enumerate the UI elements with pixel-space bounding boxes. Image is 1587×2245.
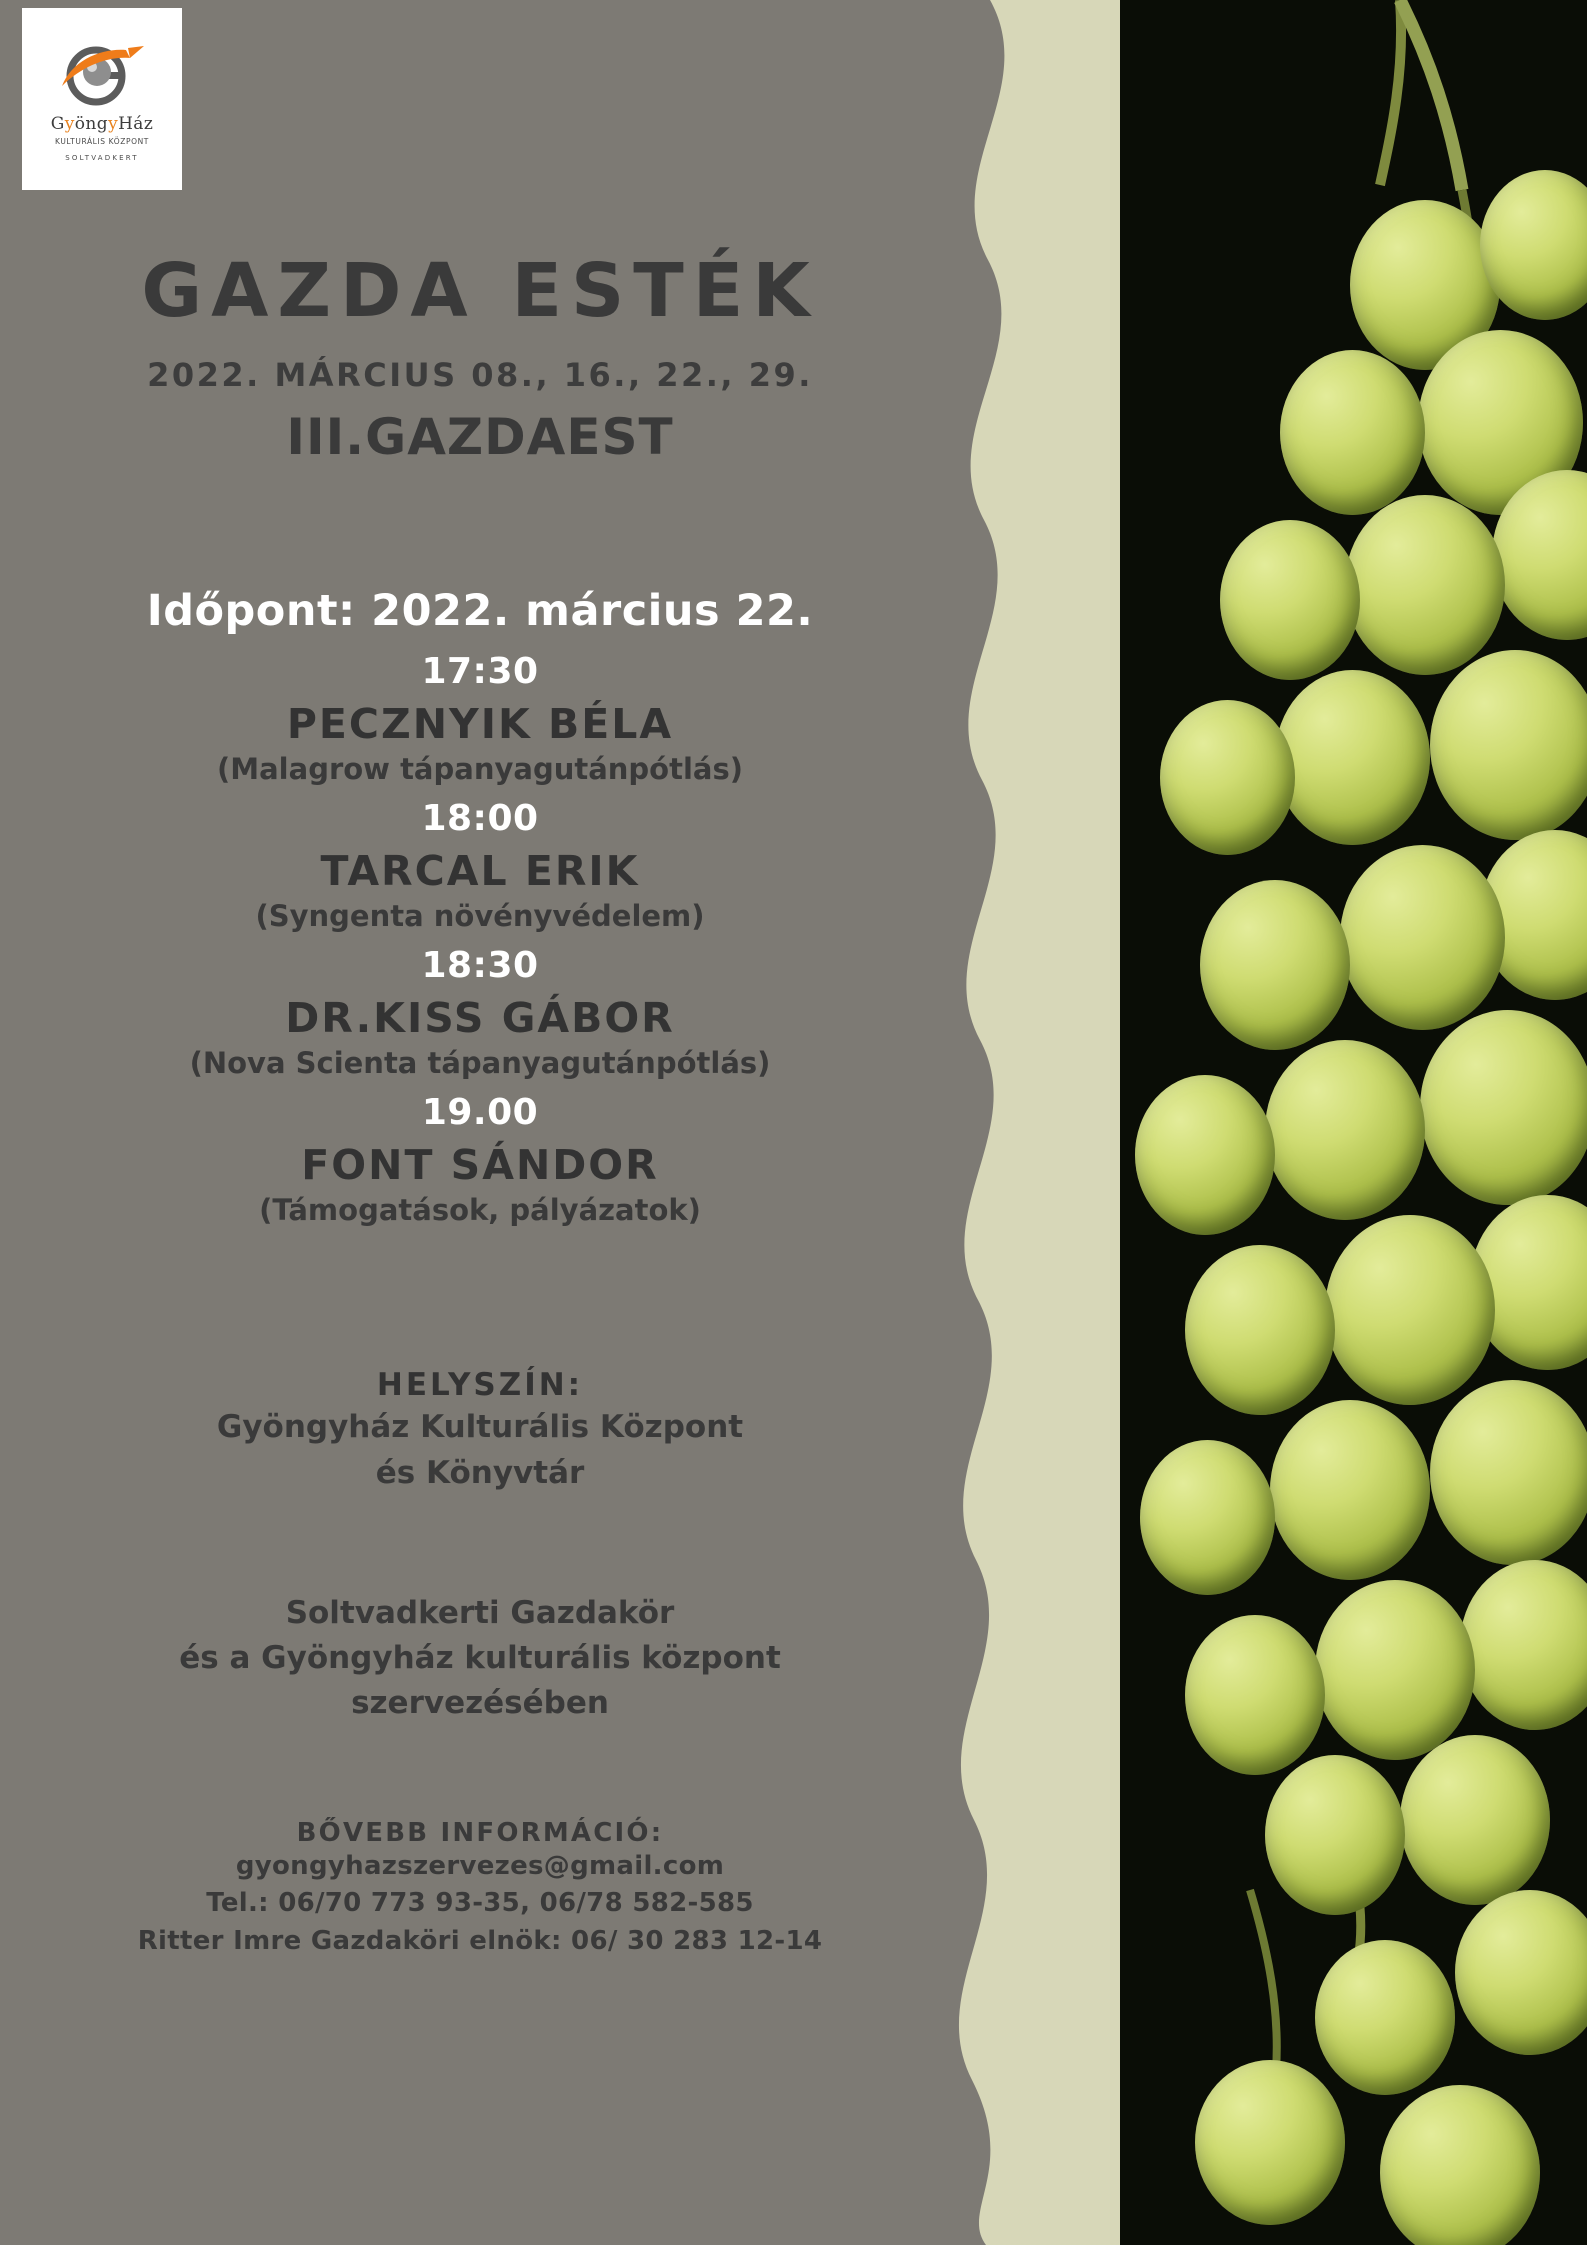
event-datetime: Időpont: 2022. március 22. bbox=[146, 586, 814, 636]
logo-town: SOLTVADKERT bbox=[65, 154, 139, 162]
program-speaker: TARCAL ERIK bbox=[320, 847, 640, 896]
organizer-block bbox=[0, 1591, 960, 1726]
program-time: 18:00 bbox=[421, 798, 539, 840]
venue-name: Gyöngyház Kulturális Központ bbox=[216, 1409, 744, 1446]
organizer-line-1: Soltvadkerti Gazdakör bbox=[285, 1594, 675, 1631]
program-item bbox=[0, 651, 960, 786]
program-item bbox=[0, 798, 960, 933]
logo-subtitle: KULTURÁLIS KÖZPONT bbox=[55, 137, 149, 146]
logo-wordmark: GyöngyHáz bbox=[50, 114, 154, 134]
program-time: 19.00 bbox=[421, 1092, 539, 1134]
program-topic: (Malagrow tápanyagutánpótlás) bbox=[217, 752, 743, 787]
green-grapes-photo bbox=[1100, 0, 1587, 2245]
contact-email[interactable]: gyongyhazszervezes@gmail.com bbox=[235, 1850, 725, 1881]
session-title: III.GAZDAEST bbox=[286, 408, 674, 466]
organizer-line-2: és a Gyöngyház kulturális központ bbox=[179, 1639, 781, 1676]
contact-phones: Tel.: 06/70 773 93-35, 06/78 582-585 bbox=[206, 1888, 754, 1919]
venue-heading: HELYSZÍN: bbox=[376, 1367, 584, 1404]
venue-block bbox=[0, 1367, 960, 1495]
contact-block bbox=[0, 1818, 960, 1961]
program-topic: (Syngenta növényvédelem) bbox=[255, 899, 705, 934]
program-topic: (Nova Scienta tápanyagutánpótlás) bbox=[189, 1046, 771, 1081]
event-dates: 2022. MÁRCIUS 08., 16., 22., 29. bbox=[147, 356, 813, 394]
program-time: 17:30 bbox=[421, 651, 539, 693]
contact-president: Ritter Imre Gazdaköri elnök: 06/ 30 283 12-14 bbox=[137, 1925, 823, 1956]
contact-heading: BŐVEBB INFORMÁCIÓ: bbox=[296, 1817, 664, 1848]
program-topic: (Támogatások, pályázatok) bbox=[259, 1193, 701, 1228]
program-speaker: PECZNYIK BÉLA bbox=[286, 700, 674, 749]
organizer-line-3: szervezésében bbox=[351, 1684, 609, 1721]
program-time: 18:30 bbox=[421, 945, 539, 987]
page-title: GAZDA ESTÉK bbox=[141, 248, 819, 334]
program-item bbox=[0, 1092, 960, 1227]
venue-name-second: és Könyvtár bbox=[375, 1454, 585, 1491]
program-list bbox=[0, 584, 960, 1227]
program-item bbox=[0, 945, 960, 1080]
program-speaker: FONT SÁNDOR bbox=[301, 1141, 659, 1190]
program-speaker: DR.KISS GÁBOR bbox=[285, 994, 675, 1043]
